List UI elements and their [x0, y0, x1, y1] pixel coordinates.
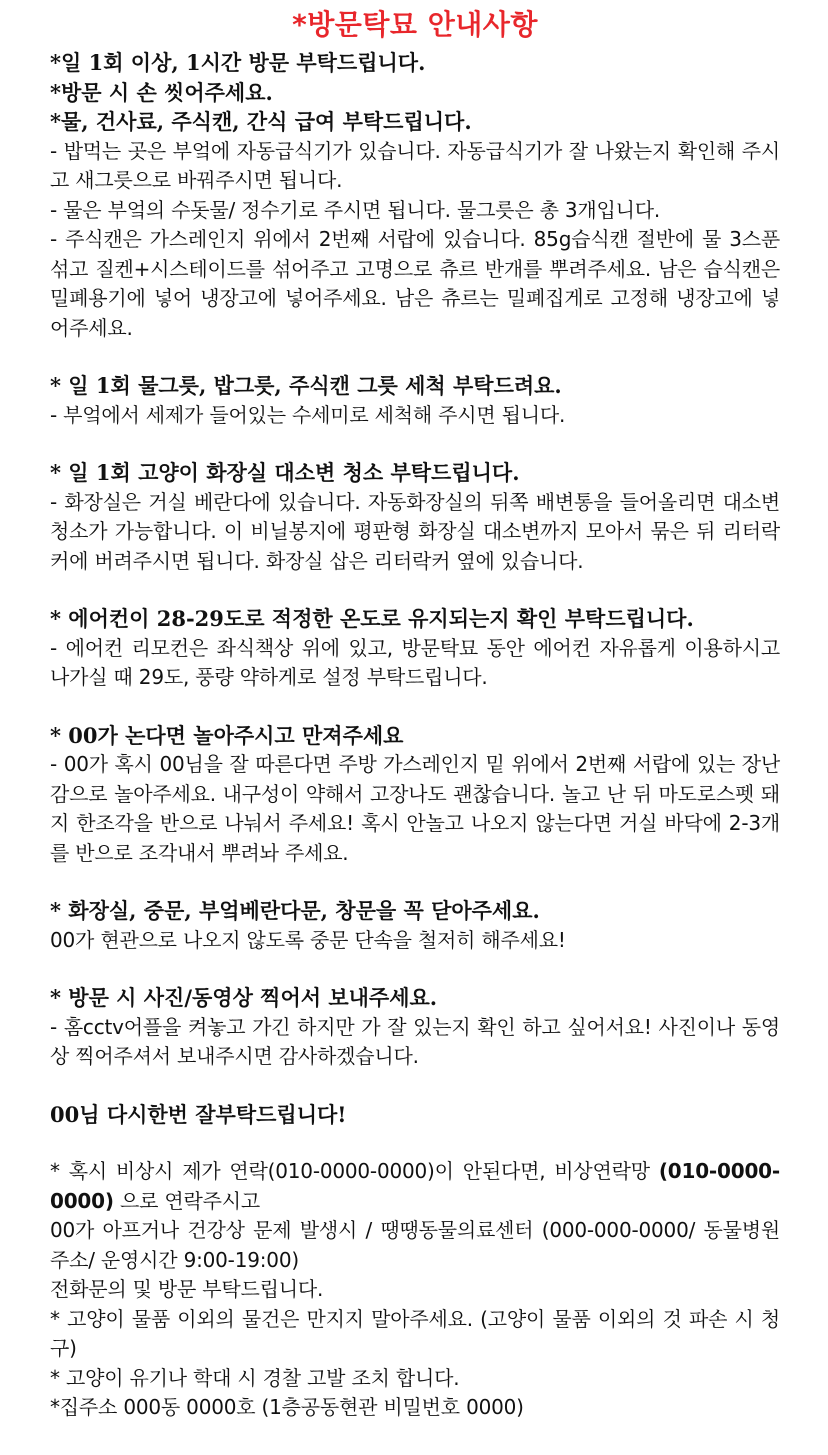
aircon-heading: * 에어컨이 28-29도로 적정한 온도로 유지되는지 확인 부탁드립니다. — [50, 606, 694, 631]
litter-body: - 화장실은 거실 베란다에 있습니다. 자동화장실의 뒤쪽 배변통을 들어올리면 대소변 청소가 가능합니다. 이 비닐봉지에 평판형 화장실 대소변까지 모아서 묶은 뒤 리터락커에 버려주시면 됩니다. 화장실 삽은 리터락커 옆에 있습니다. — [50, 489, 780, 573]
emergency-contact — [50, 1157, 780, 1216]
intro-wash-hands: *방문 시 손 씻어주세요. — [50, 79, 273, 105]
emergency-prefix: * 혹시 비상시 제가 연락(010-0000-0000)이 안된다면, 비상연락망 — [50, 1159, 659, 1183]
play-heading: * 00가 논다면 놀아주시고 만져주세요 — [50, 722, 404, 748]
vet-info: 00가 아프거나 건강상 문제 발생시 / 땡땡동물의료센터 (000-000-0000/ 동물병원주소/ 운영시간 9:00-19:00) — [50, 1218, 780, 1272]
abuse-notice: * 고양이 유기나 학대 시 경찰 고발 조치 합니다. — [50, 1365, 460, 1390]
address-info: *집주소 000동 0000호 (1층공동현관 비밀번호 0000) — [50, 1395, 524, 1419]
bowls-body: - 부엌에서 세제가 들어있는 수세미로 세척해 주시면 됩니다. — [50, 402, 566, 427]
emergency-number: (010-0000-0000) — [50, 1159, 780, 1213]
intro-wetfood-text: - 주식캔은 가스레인지 위에서 2번째 서랍에 있습니다. 85g습식캔 절반에 물 3스푼 섞고 질켄+시스테이드를 섞어주고 고명으로 츄르 반개를 뿌려주세요. 남은 습식캔은 밀폐용기에 넣어 냉장고에 넣어주세요. 남은 츄르는 밀폐집게로 고정해 냉장고에 넣어주세요. — [50, 227, 780, 340]
aircon-body: - 에어컨 리모컨은 좌식책상 위에 있고, 방문탁묘 동안 에어컨 자유롭게 이용하시고 나가실 때 29도, 풍량 약하게로 설정 부탁드립니다. — [50, 635, 780, 689]
doors-heading: * 화장실, 중문, 부엌베란다문, 창문을 꼭 닫아주세요. — [50, 898, 540, 923]
vet-contact-note: 전화문의 및 방문 부탁드립니다. — [50, 1277, 324, 1301]
photos-body: - 홈cctv어플을 켜놓고 가긴 하지만 가 잘 있는지 확인 하고 싶어서요! 사진이나 동영상 찍어주셔서 보내주시면 감사하겠습니다. — [50, 1014, 780, 1068]
intro-water-text: - 물은 부엌의 수돗물/ 정수기로 주시면 됩니다. 물그릇은 총 3개입니다. — [50, 197, 661, 222]
doors-body: 00가 현관으로 나오지 않도록 중문 단속을 철저히 해주세요! — [50, 927, 566, 952]
emergency-suffix: 으로 연락주시고 — [113, 1188, 260, 1213]
items-notice: * 고양이 물품 이외의 물건은 만지지 말아주세요. (고양이 물품 이외의 것 파손 시 청구) — [50, 1306, 780, 1360]
bowls-heading: * 일 1회 물그릇, 밥그릇, 주식캔 그릇 세척 부탁드려요. — [50, 373, 562, 398]
page-title: *방문탁묘 안내사항 — [292, 8, 538, 41]
intro-feeder-text: - 밥먹는 곳은 부엌에 자동급식기가 있습니다. 자동급식기가 잘 나왔는지 확인해 주시고 새그릇으로 바꿔주시면 됩니다. — [50, 138, 780, 192]
intro-visit-frequency: *일 1회 이상, 1시간 방문 부탁드립니다. — [50, 50, 426, 75]
photos-heading: * 방문 시 사진/동영상 찍어서 보내주세요. — [50, 985, 438, 1010]
intro-feeding-heading: *물, 건사료, 주식캔, 간식 급여 부탁드립니다. — [50, 109, 472, 134]
document — [50, 4, 780, 1423]
litter-heading: * 일 1회 고양이 화장실 대소변 청소 부탁드립니다. — [50, 460, 520, 485]
closing-text: 00님 다시한번 잘부탁드립니다! — [50, 1101, 347, 1127]
play-body: - 00가 혹시 00님을 잘 따른다면 주방 가스레인지 밑 위에서 2번째 서랍에 있는 장난감으로 놀아주세요. 내구성이 약해서 고장나도 괜찮습니다. 놀고 난 뒤 마도로스펫 돼지 한조각을 반으로 나눠서 주세요! 혹시 안놀고 나오지 않는다면 거실 바닥에 2-3개를 반으로 조각내서 뿌려놔 주세요. — [50, 752, 780, 865]
